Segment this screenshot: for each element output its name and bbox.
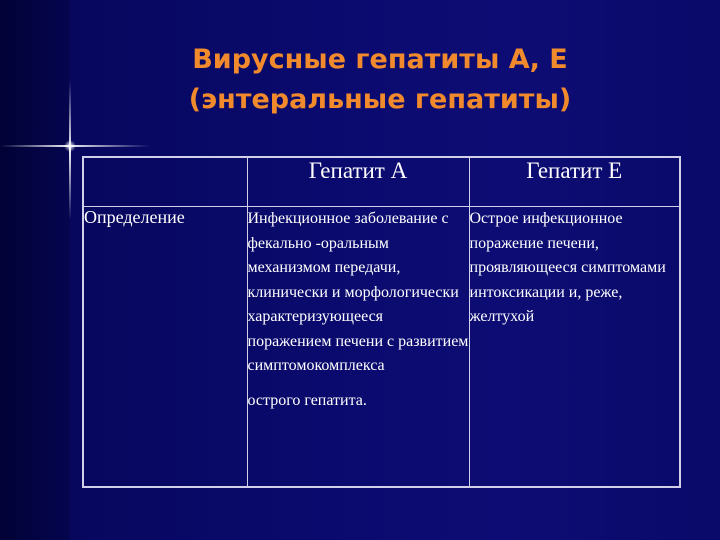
hepatitis-a-definition-text: Инфекционное заболевание с фекально -оральным механизмом передачи, клинически и морфологически характеризующееся поражением печени с развитием симптомокомплекса (247, 210, 469, 374)
comparison-table (82, 156, 681, 488)
hepatitis-a-definition-end: острого гепатита. (247, 391, 367, 409)
sparkle-star-icon (64, 140, 76, 152)
table-row (83, 207, 680, 488)
cell-hepatitis-a-definition (247, 207, 469, 488)
cell-hepatitis-e-definition: Острое инфекционное поражение печени, проявляющееся симптомами интоксикации и, реже, желтухой (469, 207, 680, 488)
slide-title-line-1: Вирусные гепатиты А, Е (192, 44, 568, 75)
left-decor-band (0, 0, 70, 540)
header-cell-hepatitis-e: Гепатит Е (469, 157, 680, 207)
slide-title (70, 40, 690, 120)
table-header-row (83, 157, 680, 207)
row-label-definition: Определение (83, 207, 247, 488)
header-cell-hepatitis-a: Гепатит А (247, 157, 469, 207)
header-cell-empty (83, 157, 247, 207)
slide-title-line-2: (энтеральные гепатиты) (188, 84, 572, 115)
